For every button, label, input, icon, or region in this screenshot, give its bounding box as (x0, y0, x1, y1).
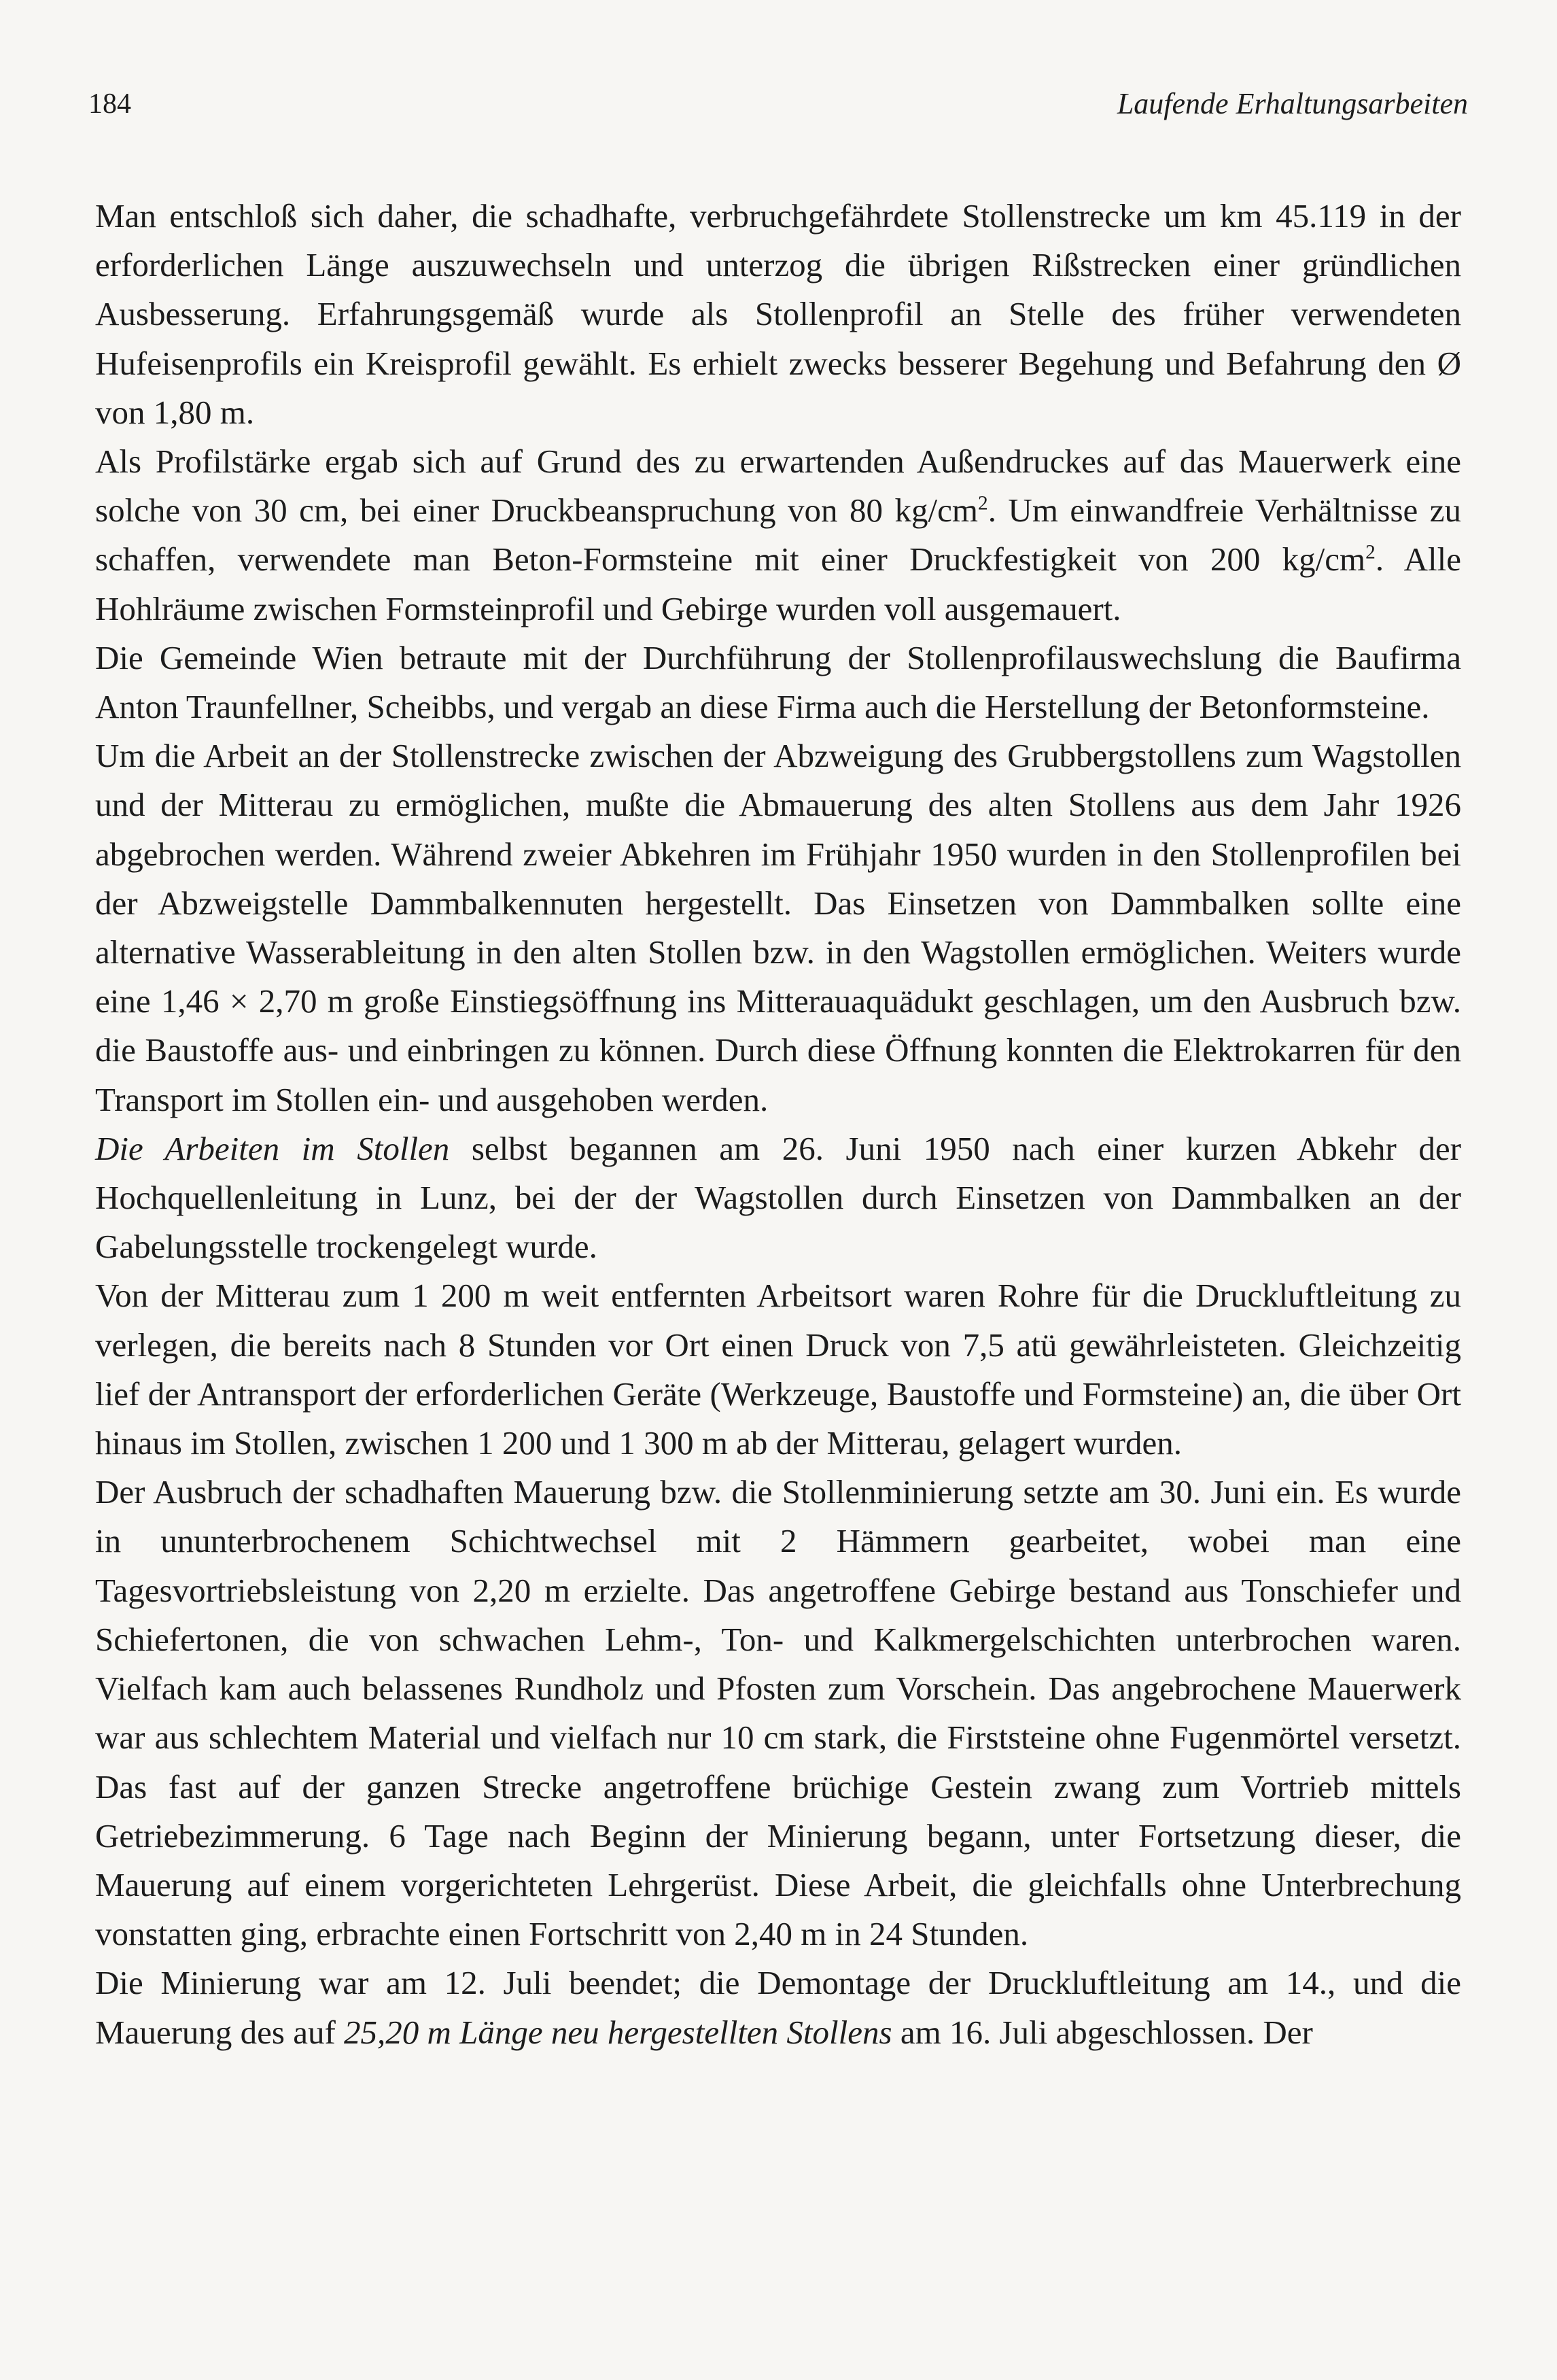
paragraph-2-text-b: . Um einwandfreie Verhältnisse zu schaffen, verwendete man Beton-Formsteine mit einer Druckfestigkeit von 200 kg/cm (95, 491, 1461, 579)
paragraph-7-text: Der Ausbruch der schadhaften Mauerung bzw. die Stollenminierung setzte am 30. Juni ein. Es wurde in ununterbrochenem Schichtwechsel mit 2 Hämmern gearbeitet, wobei man eine Tagesvortriebsleistung von 2,20 m erzielte. Das angetroffene Gebirge bestand aus Tonschiefer und Schiefertonen, die von schwachen Lehm-, Ton- und Kalkmergelschichten unterbrochen waren. Vielfach kam auch belassenes Rundholz und Pfosten zum Vorschein. Das angebrochene Mauerwerk war aus schlechtem Material und vielfach nur 10 cm stark, die Firststeine ohne Fugenmörtel versetzt. Das fast auf der ganzen Strecke angetroffene brüchige Gestein zwang zum Vortrieb mittels Getriebezimmerung. 6 Tage nach Beginn der Minierung begann, unter Fortsetzung dieser, die Mauerung auf einem vorgerichteten Lehrgerüst. Diese Arbeit, die gleichfalls ohne Unterbrechung vonstatten ging, erbrachte einen Fortschritt von 2,40 m in 24 Stunden. (95, 1473, 1461, 1953)
paragraph-3 (95, 634, 1461, 731)
paragraph-5-emphasis: Die Arbeiten im Stollen (95, 1129, 450, 1167)
paragraph-2-text-a: Als Profilstärke ergab sich auf Grund des zu erwartenden Außendruckes auf das Mauerwerk eine solche von 30 cm, bei einer Druckbeanspruchung von 80 kg/cm (95, 443, 1461, 530)
running-head (88, 80, 1468, 128)
superscript-squared: 2 (1365, 542, 1376, 564)
paragraph-6 (95, 1271, 1461, 1468)
body-text (95, 192, 1461, 2057)
paragraph-3-text: Die Gemeinde Wien betraute mit der Durchführung der Stollenprofilauswechslung die Baufirma Anton Traunfellner, Scheibbs, und vergab an diese Firma auch die Herstellung der Betonformsteine. (95, 638, 1461, 726)
paragraph-7 (95, 1468, 1461, 1959)
paragraph-8 (95, 1959, 1461, 2056)
paragraph-5 (95, 1124, 1461, 1272)
paragraph-6-text: Von der Mitterau zum 1 200 m weit entfernten Arbeitsort waren Rohre für die Druckluftleitung zu verlegen, die bereits nach 8 Stunden vor Ort einen Druck von 7,5 atü gewährleisteten. Gleichzeitig lief der Antransport der erforderlichen Geräte (Werkzeuge, Baustoffe und Formsteine) an, die über Ort hinaus im Stollen, zwischen 1 200 und 1 300 m ab der Mitterau, gelagert wurden. (95, 1277, 1461, 1462)
paragraph-8-text-a: Die Minierung war am 12. Juli beendet; die Demontage der Druckluftleitung am 14., und die Mauerung des auf (95, 1964, 1461, 2051)
paragraph-8-text-b: am 16. Juli abgeschlossen. Der (892, 2013, 1313, 2051)
paragraph-8-emphasis: 25,20 m Länge neu hergestellten Stollens (344, 2013, 892, 2051)
paragraph-4 (95, 731, 1461, 1124)
paragraph-5-text: selbst begannen am 26. Juni 1950 nach einer kurzen Abkehr der Hochquellenleitung in Lunz, bei der der Wagstollen durch Einsetzen von Dammbalken an der Gabelungsstelle trockengelegt wurde. (95, 1129, 1461, 1266)
superscript-squared: 2 (978, 492, 988, 515)
paragraph-2-text-c: . Alle Hohlräume zwischen Formsteinprofil und Gebirge wurden voll ausgemauert. (95, 540, 1461, 627)
paragraph-4-text: Um die Arbeit an der Stollenstrecke zwischen der Abzweigung des Grubbergstollens zum Wagstollen und der Mitterau zu ermöglichen, mußte die Abmauerung des alten Stollens aus dem Jahr 1926 abgebrochen werden. Während zweier Abkehren im Frühjahr 1950 wurden in den Stollenprofilen bei der Abzweigstelle Dammbalkennuten hergestellt. Das Einsetzen von Dammbalken sollte eine alternative Wasserableitung in den alten Stollen bzw. in den Wagstollen ermöglichen. Weiters wurde eine 1,46 × 2,70 m große Einstiegsöffnung ins Mitterauaquädukt geschlagen, um den Ausbruch bzw. die Baustoffe aus- und einbringen zu können. Durch diese Öffnung konnten die Elektrokarren für den Transport im Stollen ein- und ausgehoben werden. (95, 737, 1461, 1118)
paragraph-1 (95, 192, 1461, 437)
paragraph-2 (95, 437, 1461, 634)
page-number: 184 (88, 88, 131, 120)
running-title: Laufende Erhaltungsarbeiten (1117, 87, 1468, 120)
paragraph-1-text: Man entschloß sich daher, die schadhafte, verbruchgefährdete Stollenstrecke um km 45.119 in der erforderlichen Länge auszuwechseln und unterzog die übrigen Rißstrecken einer gründlichen Ausbesserung. Erfahrungsgemäß wurde als Stollenprofil an Stelle des früher verwendeten Hufeisenprofils ein Kreisprofil gewählt. Es erhielt zwecks besserer Begehung und Befahrung den Ø von 1,80 m. (95, 197, 1461, 431)
